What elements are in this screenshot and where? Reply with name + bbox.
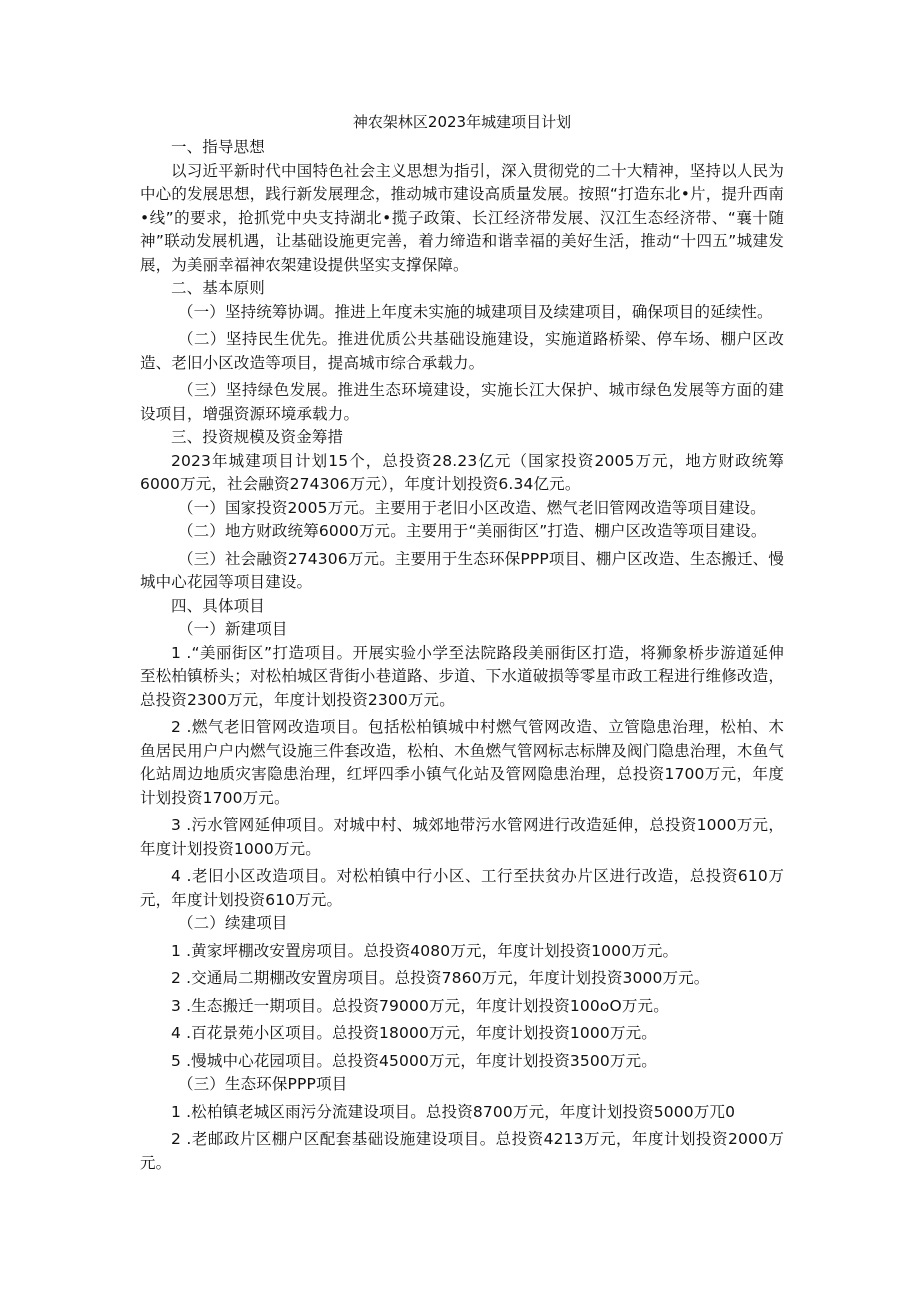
new-project-item: 3 .污水管网延伸项目。对城中村、城郊地带污水管网进行改造延伸，总投资1000万元，年度计划投资1000万元。 [140, 816, 784, 858]
section-heading-basic-principles: 二、基本原则 [171, 279, 265, 297]
new-project-item: 2 .燃气老旧管网改造项目。包括松柏镇城中村燃气管网改造、立管隐患治理，松柏、木鱼居民用户户内燃气设施三件套改造，松柏、木鱼燃气管网标志标牌及阀门隐患治理，木鱼气化站周边地质灾害隐患治理，红坪四季小镇气化站及管网隐患治理，总投资1700万元，年度计划投资1700万元。 [140, 718, 784, 807]
ppp-project-item: 2 .老邮政片区棚户区配套基础设施建设项目。总投资4213万元，年度计划投资2000万元。 [140, 1130, 784, 1172]
paragraph-local-finance: （二）地方财政统筹6000万元。主要用于“美丽街区”打造、棚户区改造等项目建设。 [178, 522, 767, 540]
continuing-project-item: 5 .慢城中心花园项目。总投资45000万元，年度计划投资3500万元。 [171, 1051, 657, 1070]
continuing-project-item: 1 .黄家坪棚改安置房项目。总投资4080万元，年度计划投资1000万元。 [171, 941, 679, 960]
ppp-project-item: 1 .松柏镇老城区雨污分流建设项目。总投资8700万元，年度计划投资5000万兀0 [171, 1102, 736, 1121]
new-project-item: 4 .老旧小区改造项目。对松柏镇中行小区、工行至扶贫办片区进行改造，总投资610万元，年度计划投资610万元。 [140, 867, 784, 909]
section-heading-investment: 三、投资规模及资金筹措 [171, 428, 344, 446]
section-heading-guiding-ideology: 一、指导思想 [171, 138, 265, 156]
section-heading-projects: 四、具体项目 [171, 596, 265, 615]
subheading-new-projects: （一）新建项目 [178, 620, 288, 638]
document-page [140, 112, 784, 1175]
subheading-continuing-projects: （二）续建项目 [178, 914, 288, 932]
paragraph-principle-coordination: （一）坚持统筹协调。推进上年度未实施的城建项目及续建项目，确保项目的延续性。 [178, 302, 773, 321]
document-title: 神农架林区2023年城建项目计划 [352, 113, 572, 131]
continuing-project-item: 2 .交通局二期棚改安置房项目。总投资7860万元，年度计划投资3000万元。 [171, 969, 710, 987]
subheading-ppp-projects: （三）生态环保PPP项目 [178, 1075, 348, 1093]
continuing-project-item: 3 .生态搬迁一期项目。总投资79000万元，年度计划投资100oO万元。 [171, 996, 669, 1015]
paragraph-principle-livelihood: （二）坚持民生优先。推进优质公共基础设施建设，实施道路桥梁、停车场、棚户区改造、老旧小区改造等项目，提高城市综合承载力。 [140, 330, 784, 372]
paragraph-national-investment: （一）国家投资2005万元。主要用于老旧小区改造、燃气老旧管网改造等项目建设。 [178, 498, 766, 517]
paragraph-investment-summary: 2023年城建项目计划15个，总投资28.23亿元（国家投资2005万元，地方财政统筹6000万元，社会融资274306万元），年度计划投资6.34亿元。 [140, 451, 784, 493]
paragraph-guiding-ideology: 以习近平新时代中国特色社会主义思想为指引，深入贯彻党的二十大精神，坚持以人民为中心的发展思想，践行新发展理念，推动城市建设高质量发展。按照“打造东北•片，提升西南•线”的要求，抢抓党中央支持湖北•揽子政策、长江经济带发展、汉江生态经济带、“襄十随神”联动发展机遇，让基础设施更完善，着力缔造和谐幸福的美好生活，推动“十四五”城建发展，为美丽幸福神农架建设提供坚实支撑保障。 [140, 161, 784, 274]
new-project-item: 1 .“美丽街区”打造项目。开展实验小学至法院路段美丽街区打造，将狮象桥步游道延伸至松柏镇桥头；对松柏城区背街小巷道路、步道、下水道破损等零星市政工程进行维修改造，总投资2300万元，年度计划投资2300万元。 [140, 643, 784, 709]
continuing-project-item: 4 .百花景苑小区项目。总投资18000万元，年度计划投资1000万元。 [171, 1024, 657, 1042]
paragraph-social-financing: （三）社会融资274306万元。主要用于生态环保PPP项目、棚户区改造、生态搬迁、慢城中心花园等项目建设。 [140, 549, 784, 591]
paragraph-principle-green: （三）坚持绿色发展。推进生态环境建设，实施长江大保护、城市绿色发展等方面的建设项目，增强资源环境承载力。 [140, 381, 784, 423]
